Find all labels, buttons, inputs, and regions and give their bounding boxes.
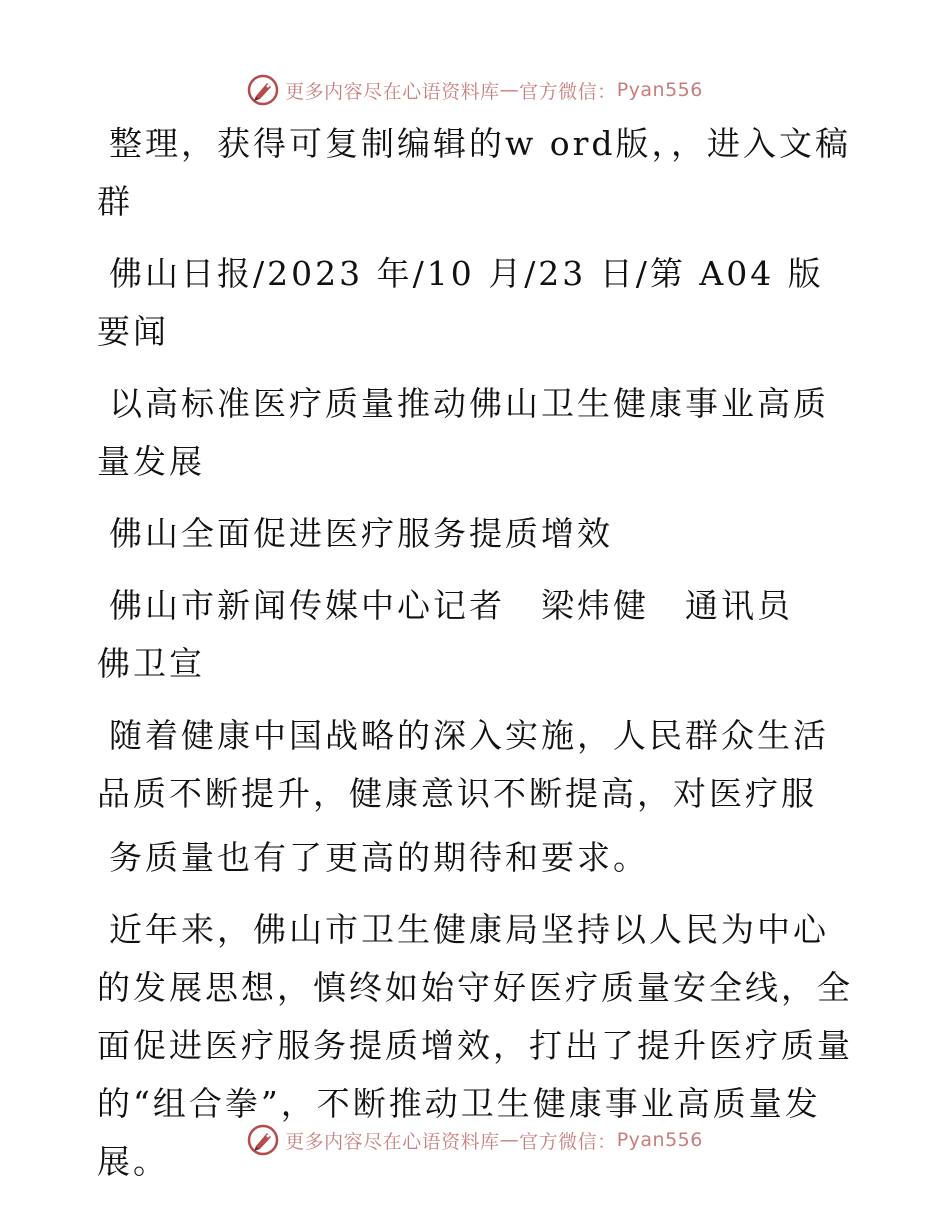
paragraph-intro-note: 整理，获得可复制编辑的w ord版，，进入文稿群 (97, 124, 852, 221)
paragraph-headline: 以高标准医疗质量推动佛山卫生健康事业高质量发展 (97, 384, 829, 481)
header-watermark-banner (0, 70, 950, 110)
banner-separator: — (499, 1129, 520, 1151)
paragraph-byline: 佛山市新闻传媒中心记者 梁炜健 通讯员 佛卫宣 (97, 586, 829, 683)
banner-wechat-id: Pyan556 (616, 1129, 703, 1151)
banner-wechat-id: Pyan556 (616, 79, 703, 101)
banner-wechat-label: 官方微信： (519, 80, 617, 103)
document-body (97, 115, 857, 1205)
pen-nib-logo-icon (247, 1124, 279, 1156)
paragraph-subheadline: 佛山全面促进医疗服务提质增效 (109, 514, 613, 553)
paragraph-body-2: 近年来，佛山市卫生健康局坚持以人民为中心的发展思想，慎终如始守好医疗质量安全线，全面促进医疗服务提质增效，打出了提升医疗质量的“组合拳”，不断推动卫生健康事业高质量发展。 (97, 910, 853, 1181)
banner-separator: — (499, 79, 520, 101)
pen-nib-logo-icon (247, 74, 279, 106)
banner-wechat-label: 官方微信： (519, 1130, 617, 1153)
paragraph-source-line: 佛山日报/2023 年/10 月/23 日/第 A04 版要闻 (97, 254, 824, 351)
banner-brand-text: 更多内容尽在心语资料库 (285, 1130, 500, 1153)
paragraph-body-1-continued: 务质量也有了更高的期待和要求。 (109, 838, 649, 877)
banner-brand-text: 更多内容尽在心语资料库 (285, 80, 500, 103)
paragraph-body-1: 随着健康中国战略的深入实施，人民群众生活品质不断提升，健康意识不断提高，对医疗服 (97, 716, 829, 813)
footer-watermark-banner (0, 1120, 950, 1160)
